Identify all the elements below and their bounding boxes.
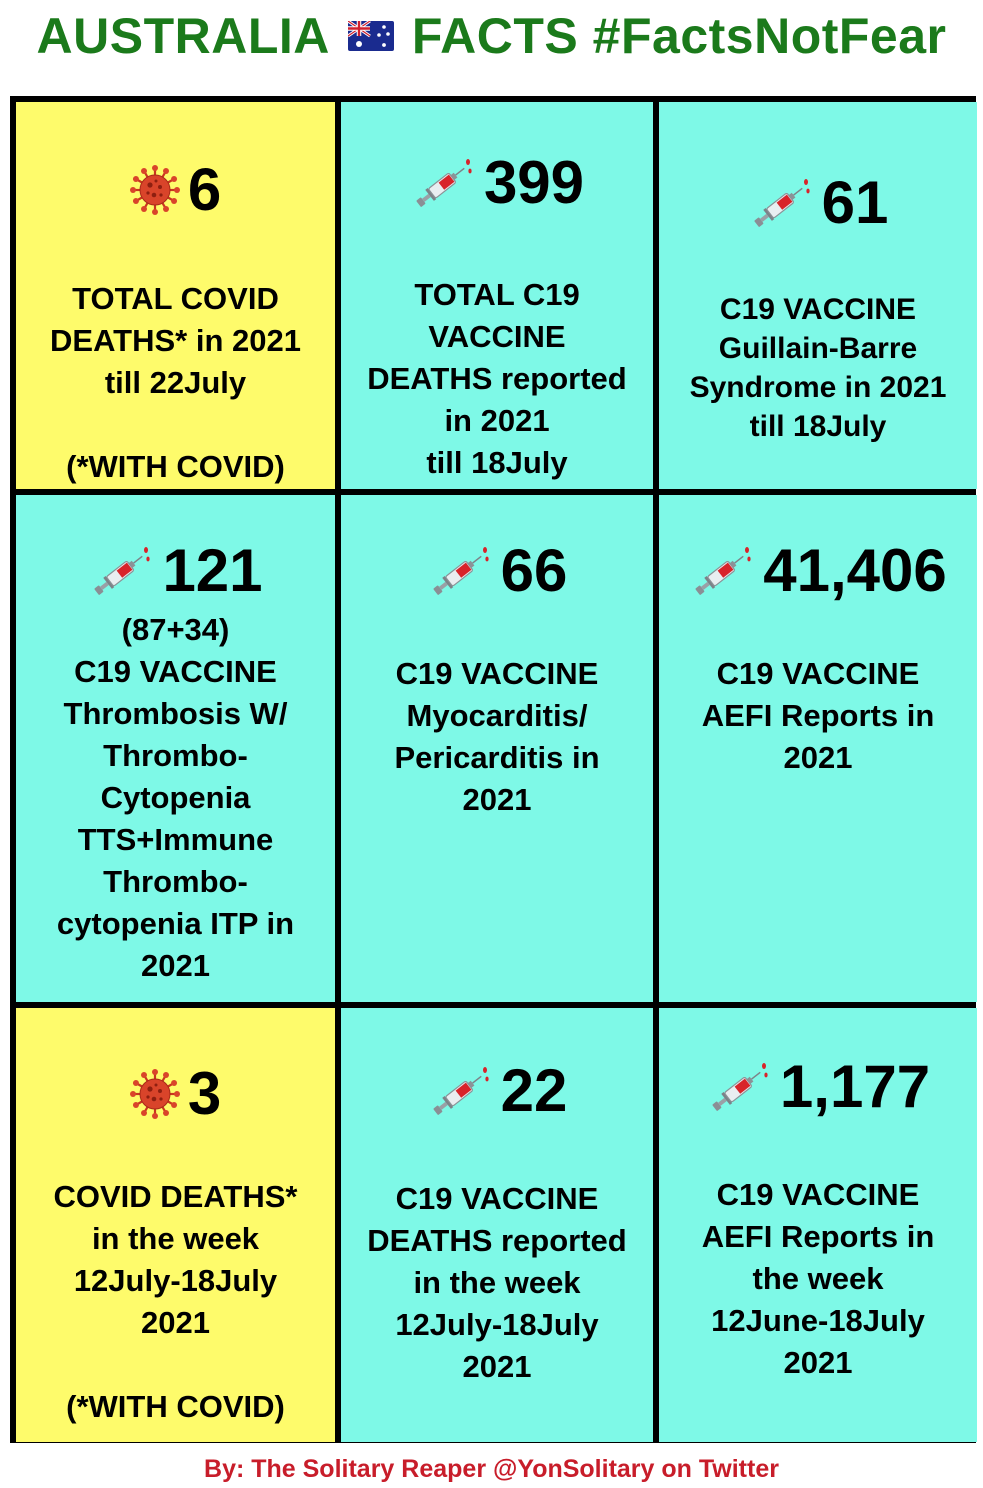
virus-icon [130,1069,180,1119]
australia-flag-icon [348,21,394,51]
fact-number-row [659,169,977,236]
fact-label: C19 VACCINE DEATHS reported in the week 12July-18July 2021 [367,1181,627,1384]
fact-label: TOTAL COVID DEATHS* in 2021 till 22July (*WITH COVID) [50,281,301,484]
fact-cell-weekly-vaccine-deaths [341,1008,653,1442]
fact-cell-weekly-covid-deaths [16,1008,335,1442]
fact-number-row [659,537,977,604]
fact-number: 61 [821,169,889,236]
fact-number: 22 [500,1057,568,1124]
syringe-icon [689,540,755,602]
fact-label: C19 VACCINE Guillain-Barre Syndrome in 2021 till 18July [689,293,947,443]
fact-cell-total-vaccine-deaths [341,102,653,489]
syringe-icon [427,1060,493,1122]
fact-label: C19 VACCINE Myocarditis/ Pericarditis in 2021 [394,656,600,817]
syringe-icon [706,1056,772,1118]
fact-label: C19 VACCINE AEFI Reports in the week 12June-18July 2021 [701,1177,935,1380]
title-right: FACTS #FactsNotFear [411,8,947,64]
fact-number: 66 [500,537,568,604]
fact-number-row [341,149,653,216]
fact-number-row [341,537,653,604]
fact-number: 399 [483,149,585,216]
syringe-icon [410,152,476,214]
fact-cell-guillain-barre [659,102,977,489]
title-left: AUSTRALIA [36,8,330,64]
fact-number: 41,406 [763,537,947,604]
fact-cell-aefi-reports-2021 [659,495,977,1002]
fact-number-row [16,1060,335,1127]
fact-number-row [341,1057,653,1124]
fact-number-row [16,156,335,223]
syringe-icon [427,540,493,602]
fact-cell-weekly-aefi-reports [659,1008,977,1442]
fact-label: COVID DEATHS* in the week 12July-18July 2021 (*WITH COVID) [53,1179,298,1424]
page-title [0,6,983,66]
virus-icon [130,165,180,215]
facts-grid [10,96,976,1443]
fact-number: 6 [187,156,222,223]
fact-label: (87+34) C19 VACCINE Thrombosis W/ Thrombo- Cytopenia TTS+Immune Thrombo- cytopenia ITP in 2021 [56,612,295,983]
syringe-icon [88,540,154,602]
syringe-icon [748,172,814,234]
fact-cell-myocarditis [341,495,653,1002]
fact-label: TOTAL C19 VACCINE DEATHS reported in 2021 till 18July [367,277,627,480]
fact-number-row [659,1053,977,1120]
fact-cell-thrombosis [16,495,335,1002]
fact-number: 3 [187,1060,222,1127]
fact-number: 1,177 [779,1053,931,1120]
credit-line: By: The Solitary Reaper @YonSolitary on Twitter [204,1455,779,1483]
fact-number-row [16,537,335,604]
fact-label: C19 VACCINE AEFI Reports in 2021 [701,656,935,775]
fact-cell-total-covid-deaths [16,102,335,489]
fact-number: 121 [162,537,263,604]
